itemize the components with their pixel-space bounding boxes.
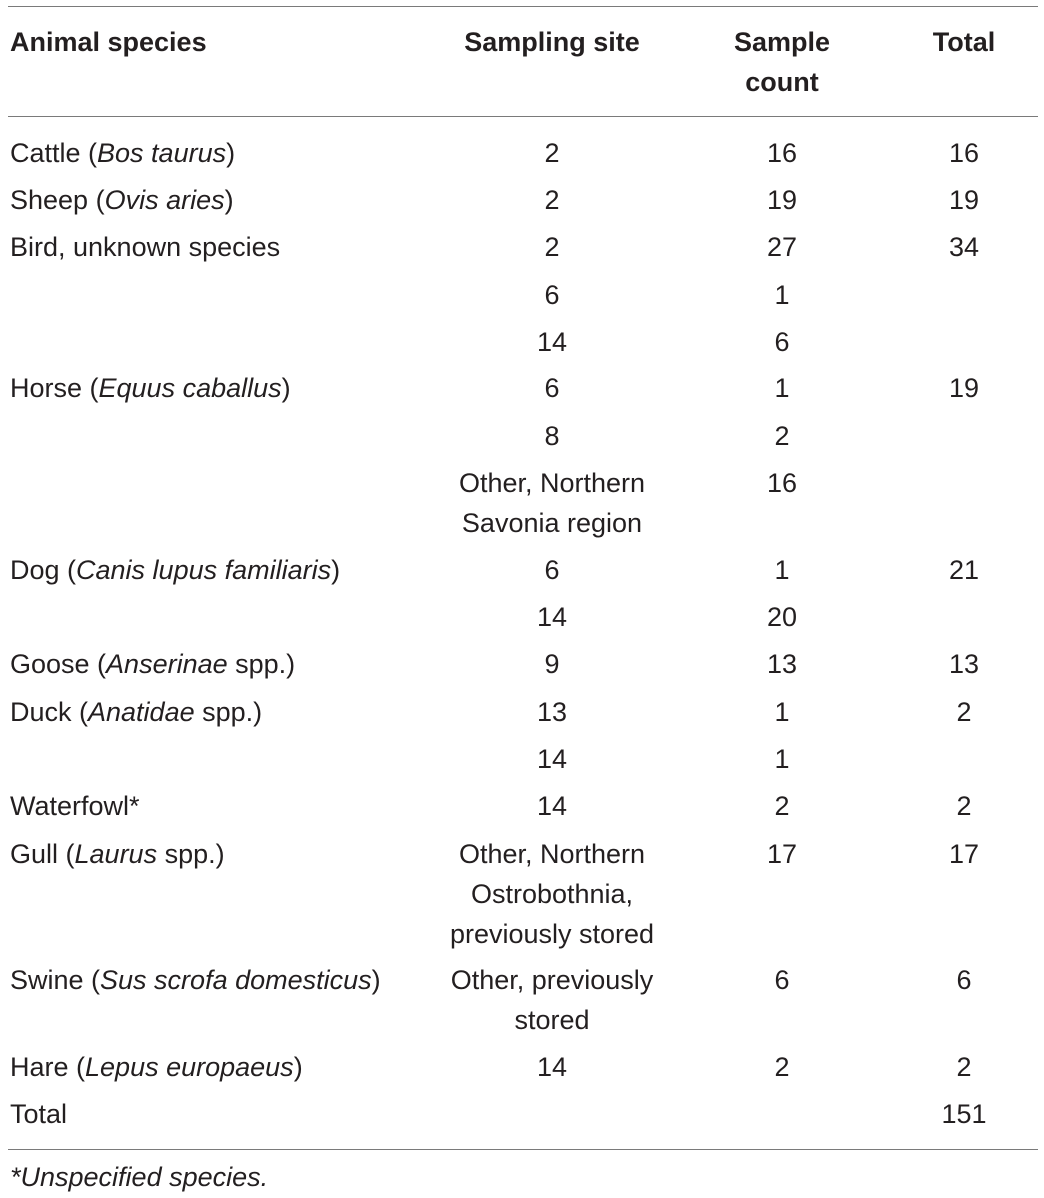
site-line: Savonia region <box>461 508 643 538</box>
site-cell: 6 <box>544 555 560 585</box>
species-common: Duck ( <box>10 697 89 727</box>
count-cell: 6 <box>774 965 790 995</box>
total-cell: 19 <box>948 185 980 215</box>
count-cell: 17 <box>766 839 798 869</box>
species-suffix: ) <box>281 373 291 403</box>
total-cell: 6 <box>956 965 972 995</box>
species-scientific: Canis lupus familiaris <box>76 555 332 585</box>
species-scientific: Anatidae <box>88 697 195 727</box>
species-common: Gull ( <box>10 839 75 869</box>
species-cell <box>10 1047 303 1087</box>
total-cell: 2 <box>956 791 972 821</box>
count-cell: 1 <box>774 697 790 727</box>
species-suffix: spp.) <box>157 839 225 869</box>
site-cell: 8 <box>544 421 560 451</box>
count-cell: 1 <box>774 744 790 774</box>
total-cell: 34 <box>948 232 980 262</box>
site-cell: 14 <box>536 791 568 821</box>
species-suffix: ) <box>331 555 341 585</box>
species-cell <box>10 368 291 408</box>
header-rule <box>8 116 1038 117</box>
species-scientific: Lepus europaeus <box>85 1052 294 1082</box>
site-line: Other, Northern <box>458 468 646 498</box>
site-cell: 14 <box>536 744 568 774</box>
total-cell: 21 <box>948 555 980 585</box>
count-cell: 6 <box>774 327 790 357</box>
species-cell <box>10 180 234 220</box>
species-scientific: Laurus <box>74 839 158 869</box>
species-cell <box>10 227 280 267</box>
site-line: Other, previously <box>450 965 654 995</box>
species-scientific: Bos taurus <box>97 138 227 168</box>
site-cell: 2 <box>544 232 560 262</box>
grand-total-value: 151 <box>941 1099 987 1129</box>
header-total: Total <box>932 27 996 57</box>
total-cell: 13 <box>948 649 980 679</box>
count-cell: 27 <box>766 232 798 262</box>
count-cell: 1 <box>774 555 790 585</box>
bottom-rule <box>8 1149 1038 1150</box>
species-scientific: Ovis aries <box>104 185 225 215</box>
site-cell <box>420 960 684 1040</box>
site-cell: 6 <box>544 373 560 403</box>
top-rule <box>8 6 1038 7</box>
site-cell: 2 <box>544 185 560 215</box>
species-suffix: spp.) <box>194 697 263 727</box>
header-count-line2: count <box>745 67 819 97</box>
species-common: Swine ( <box>10 965 101 995</box>
site-cell: 13 <box>536 697 568 727</box>
site-cell: 14 <box>536 602 568 632</box>
total-cell: 17 <box>948 839 980 869</box>
species-common: Horse ( <box>10 373 99 403</box>
species-scientific: Anserinae <box>106 649 228 679</box>
site-cell <box>420 834 684 954</box>
site-line: Ostrobothnia, <box>470 879 634 909</box>
species-cell <box>10 133 235 173</box>
species-cell <box>10 960 381 1000</box>
count-cell: 20 <box>766 602 798 632</box>
species-suffix: ) <box>224 185 234 215</box>
count-cell: 1 <box>774 280 790 310</box>
count-cell: 2 <box>774 791 790 821</box>
species-common: Hare ( <box>10 1052 86 1082</box>
site-line: previously stored <box>449 919 655 949</box>
header-site: Sampling site <box>464 27 640 57</box>
species-cell <box>10 834 225 874</box>
count-cell: 1 <box>774 373 790 403</box>
species-common: Cattle ( <box>10 138 98 168</box>
total-cell: 16 <box>948 138 980 168</box>
total-cell: 2 <box>956 1052 972 1082</box>
species-suffix: ) <box>226 138 236 168</box>
count-cell: 2 <box>774 421 790 451</box>
site-cell <box>420 463 684 543</box>
count-cell: 2 <box>774 1052 790 1082</box>
header-count-line1: Sample <box>733 27 831 57</box>
species-common: Waterfowl* <box>10 791 140 821</box>
site-cell: 14 <box>536 1052 568 1082</box>
site-cell: 9 <box>544 649 560 679</box>
count-cell: 13 <box>766 649 798 679</box>
site-cell: 14 <box>536 327 568 357</box>
species-scientific: Sus scrofa domesticus <box>100 965 372 995</box>
species-common: Sheep ( <box>10 185 105 215</box>
species-suffix: spp.) <box>227 649 296 679</box>
species-suffix: ) <box>371 965 381 995</box>
count-cell: 19 <box>766 185 798 215</box>
count-cell: 16 <box>766 468 798 498</box>
species-suffix: ) <box>293 1052 303 1082</box>
header-count <box>700 22 864 102</box>
site-cell: 6 <box>544 280 560 310</box>
total-label: Total <box>10 1099 68 1129</box>
species-common: Goose ( <box>10 649 107 679</box>
table-footnote: *Unspecified species. <box>10 1162 269 1192</box>
species-common: Dog ( <box>10 555 77 585</box>
species-scientific: Equus caballus <box>98 373 282 403</box>
total-cell: 19 <box>948 373 980 403</box>
species-cell <box>10 786 140 826</box>
total-cell: 2 <box>956 697 972 727</box>
site-line: Other, Northern <box>458 839 646 869</box>
site-cell: 2 <box>544 138 560 168</box>
site-line: stored <box>514 1005 590 1035</box>
count-cell: 16 <box>766 138 798 168</box>
species-cell <box>10 692 262 732</box>
species-cell <box>10 644 295 684</box>
species-cell <box>10 550 340 590</box>
header-species: Animal species <box>10 27 207 57</box>
species-common: Bird, unknown species <box>10 232 281 262</box>
